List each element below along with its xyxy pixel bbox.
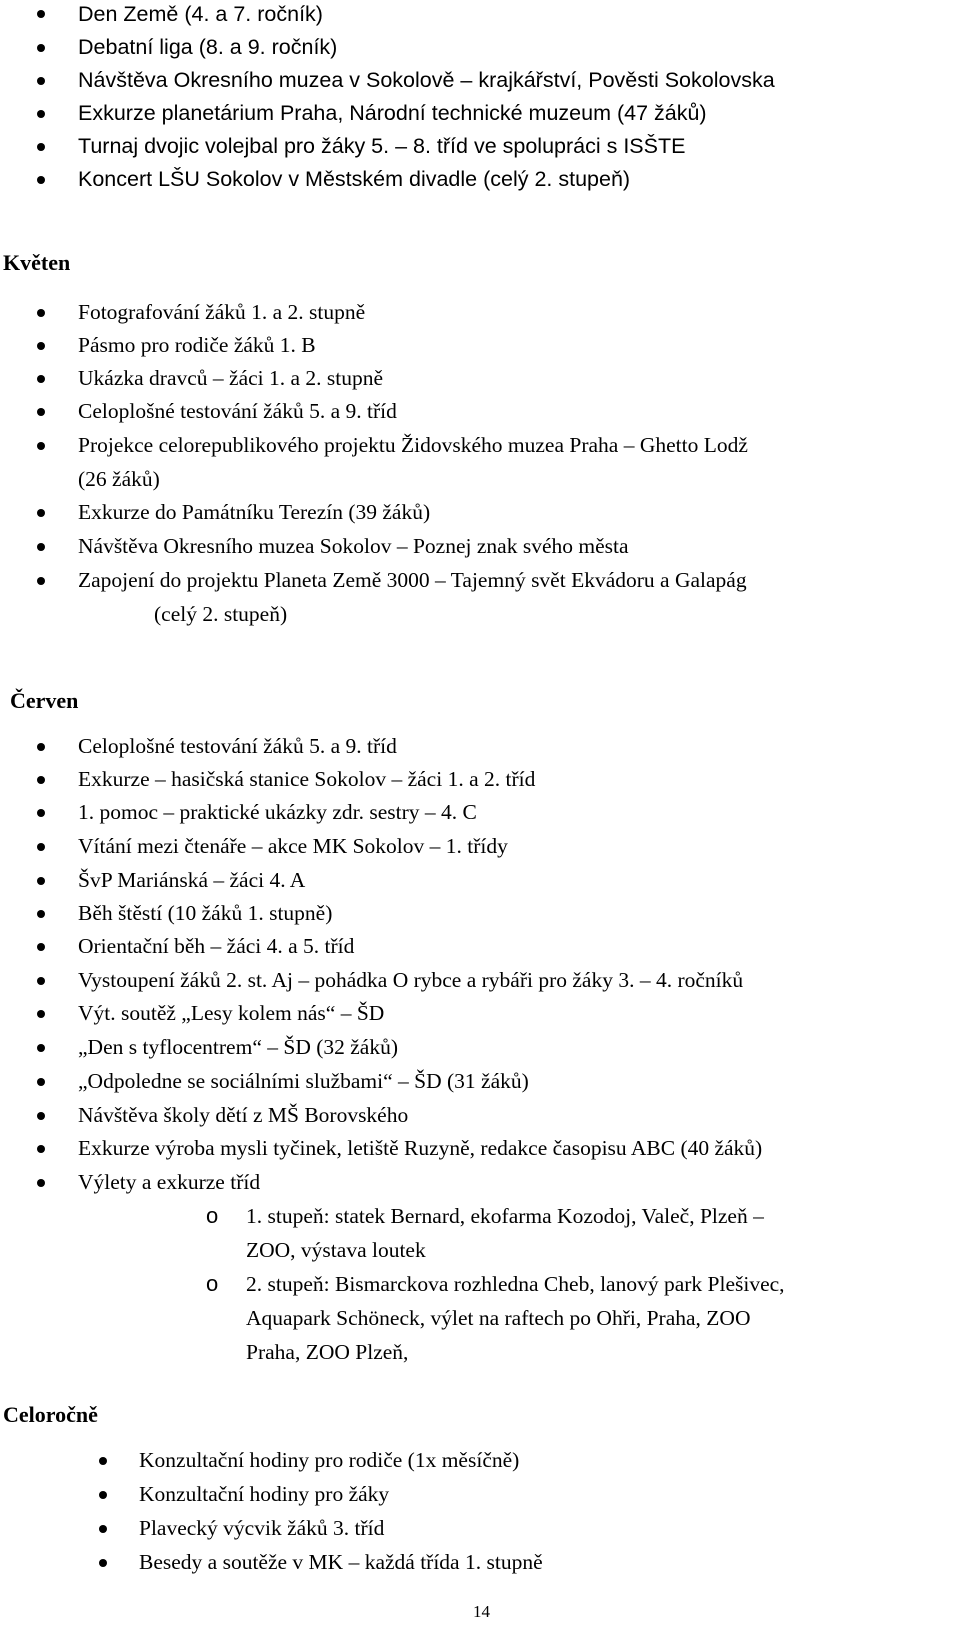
bullet-icon xyxy=(37,776,45,784)
bullet-icon xyxy=(99,1457,107,1465)
bullet-icon xyxy=(37,10,45,18)
bullet-icon xyxy=(37,1112,45,1120)
section-heading-june: Červen xyxy=(10,688,79,713)
bullet-icon xyxy=(37,543,45,551)
bullet-icon xyxy=(37,1078,45,1086)
bullet-icon xyxy=(37,1044,45,1052)
page-number: 14 xyxy=(473,1602,490,1621)
bullet-icon xyxy=(37,1145,45,1153)
bullet-icon xyxy=(37,143,45,151)
bullet-icon xyxy=(37,375,45,383)
bullet-icon xyxy=(37,1179,45,1187)
bullet-icon xyxy=(37,342,45,350)
bullet-icon xyxy=(37,910,45,918)
bullet-icon xyxy=(37,943,45,951)
circle-bullet-icon: o xyxy=(206,1271,219,1296)
bullet-icon xyxy=(37,110,45,118)
bullet-icon xyxy=(37,577,45,585)
bullet-icon xyxy=(37,309,45,317)
bullet-icon xyxy=(37,977,45,985)
bullet-icon xyxy=(99,1525,107,1533)
bullet-icon xyxy=(37,743,45,751)
bullet-icon xyxy=(37,877,45,885)
bullet-icon xyxy=(37,176,45,184)
bullet-icon xyxy=(99,1559,107,1567)
bullet-icon xyxy=(37,509,45,517)
bullet-icon xyxy=(37,408,45,416)
bullet-icon xyxy=(99,1491,107,1499)
bullet-icon xyxy=(37,44,45,52)
bullet-icon xyxy=(37,77,45,85)
bullet-icon xyxy=(37,809,45,817)
bullet-icon xyxy=(37,843,45,851)
document-page: Den Země (4. a 7. ročník) Debatní liga (8. a 9. ročník) Návštěva Okresního muzea v Sokolově – krajkářství, Pověsti Sokolovska Exkurze planetárium Praha, Národní technické muzeum (47 žáků) Turnaj dvojic volejbal pro žáky 5. – 8. tříd ve spolupráci s ISŠTE Koncert LŠU Sokolov v Městském divadle (celý 2. stupeň) Květen Fotografování žáků 1. a 2. stupně Pásmo pro rodiče žáků 1. B Ukázka dravců – žáci 1. a 2. stupně Celoplošné testování žáků 5. a 9. tříd Projekce celorepublikového projektu Židovského muzea Praha – Ghetto Lodž (26 žáků) Exkurze do Památníku Terezín (39 žáků) Návštěva Okresního muzea Sokolov – Poznej znak svého města Zapojení do projektu Planeta Země 3000 – Tajemný svět Ekvádoru a Galapág (celý 2. stupeň) Červen Celoplošné testování žáků 5. a 9. tříd Exkurze – hasičská stanice Sokolov – žáci 1. a 2. tříd 1. pomoc – praktické ukázky zdr. sestry – 4. C Vítání mezi čtenáře – akce MK Sokolov – 1. třídy ŠvP Mariánská – žáci 4. A Běh štěstí (10 žáků 1. stupně) Orientační běh – žáci 4. a 5. tříd Vystoupení žáků 2. st. Aj – pohádka O rybce a rybáři pro žáky 3. – 4. ročníků Výt. soutěž „Lesy kolem nás“ – ŠD „Den s tyflocentrem“ – ŠD (32 žáků) „Odpoledne se sociálními službami“ – ŠD (31 žáků) Návštěva školy dětí z MŠ Borovského Exkurze výroba mysli tyčinek, letiště Ruzyně, redakce časopisu ABC (40 žáků) Výlety a exkurze tříd o 1. stupeň: statek Bernard, ekofarma Kozodoj, Valeč, Plzeň – ZOO, výstava loutek o 2. stupeň: Bismarckova rozhledna Cheb, lanový park Plešivec, Aquapark Schöneck, výlet na raftech po Ohři, Praha, ZOO Praha, ZOO Plzeň, Celoročně Konzultační hodiny pro rodiče (1x měsíčně) Konzultační hodiny pro žáky Plavecký výcvik žáků 3. tříd Besedy a soutěže v MK – každá třída 1. stupně 14 xyxy=(3,2,785,1621)
bullet-icon xyxy=(37,1010,45,1018)
circle-bullet-icon: o xyxy=(206,1203,219,1228)
bullet-icon xyxy=(37,442,45,450)
section-heading-may: Květen xyxy=(3,250,71,275)
section-heading-year-round: Celoročně xyxy=(3,1402,98,1427)
